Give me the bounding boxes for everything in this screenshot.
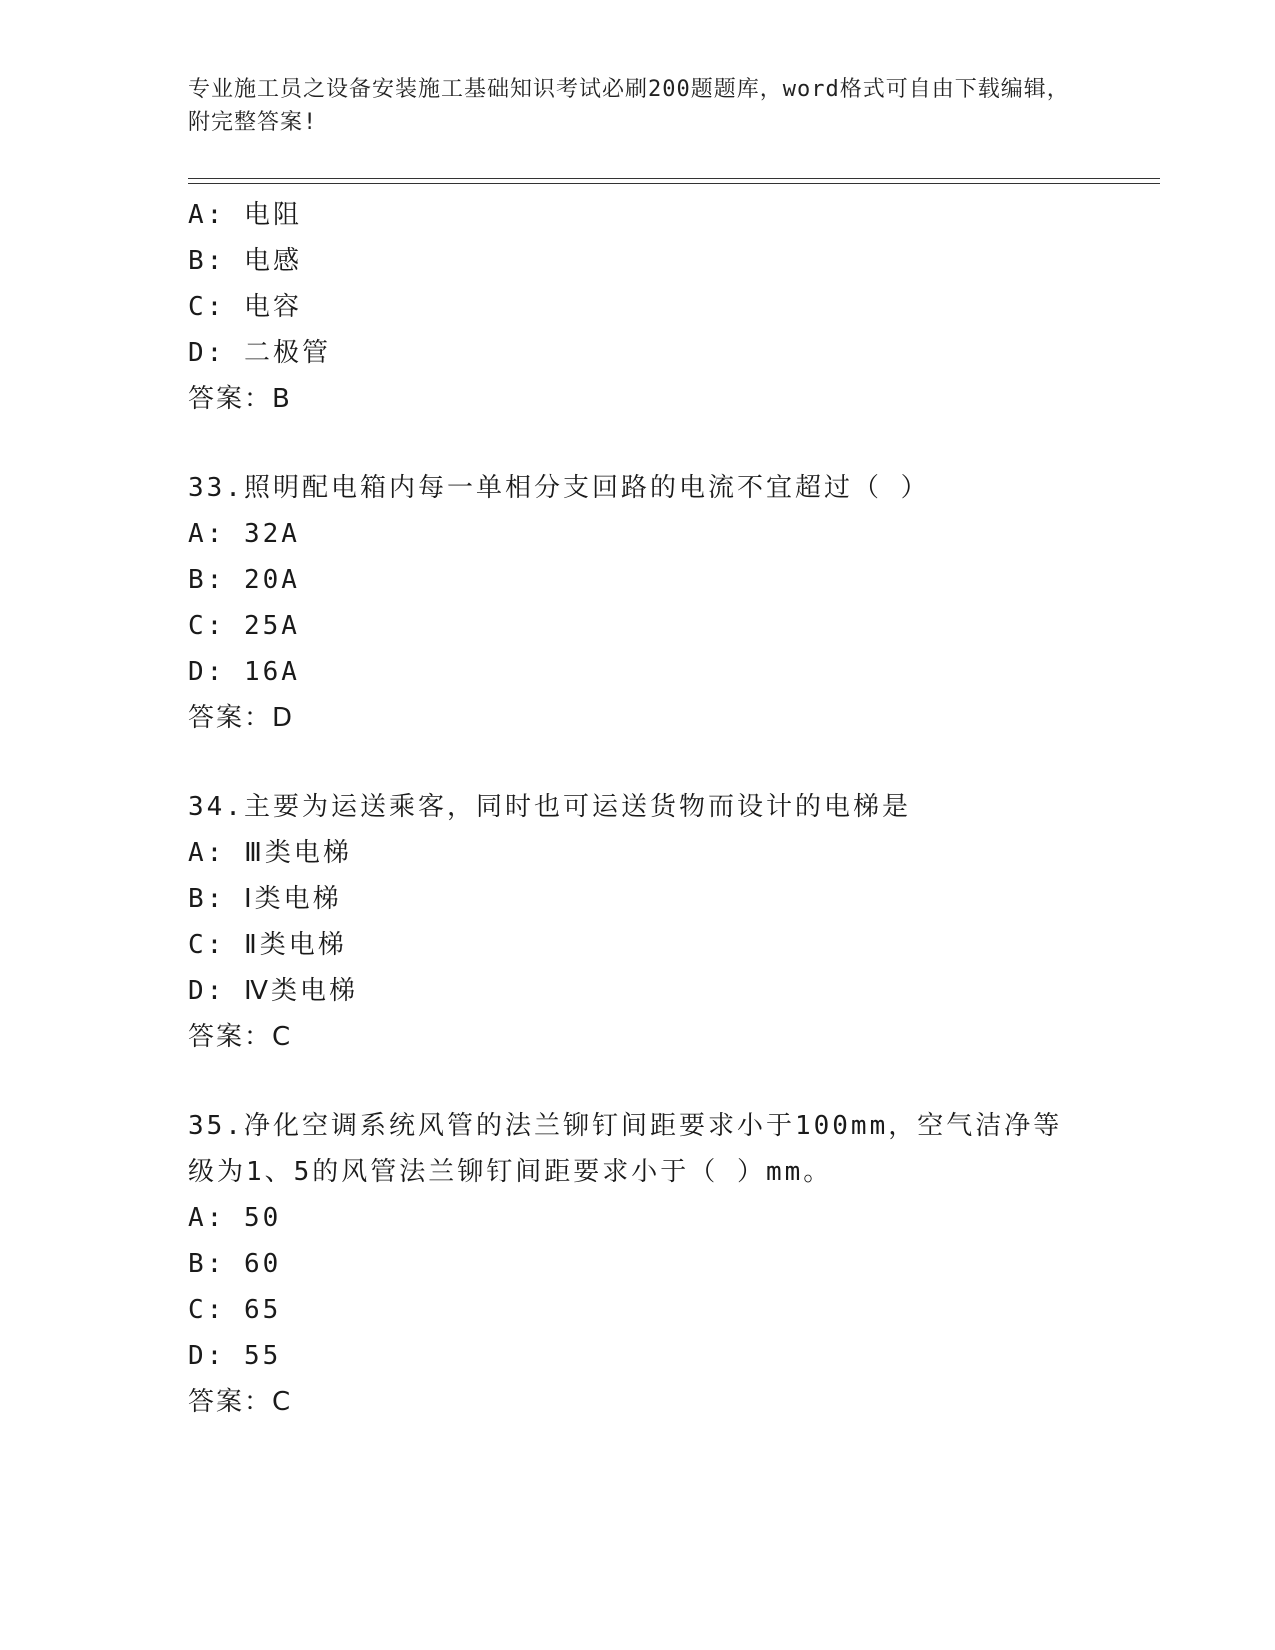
question-text: 35.净化空调系统风管的法兰铆钉间距要求小于100mm，空气洁净等级为1、5的风管法兰铆钉间距要求小于（ ）mm。 bbox=[188, 1111, 1063, 1187]
document-header: 专业施工员之设备安装施工基础知识考试必刷200题题库，word格式可自由下载编辑，附完整答案! bbox=[188, 77, 1070, 135]
option-d: D: Ⅳ类电梯 bbox=[188, 976, 358, 1006]
option-b: B: 60 bbox=[188, 1249, 282, 1279]
option-c: C: 65 bbox=[188, 1295, 282, 1325]
question-list bbox=[188, 192, 1088, 1425]
option-c: C: Ⅱ类电梯 bbox=[188, 930, 347, 960]
option-d: D: 二极管 bbox=[188, 338, 331, 368]
spacer bbox=[188, 741, 1088, 784]
option-c: C: 电容 bbox=[188, 292, 302, 322]
option-b: B: 20A bbox=[188, 565, 300, 595]
answer-line: 答案：C bbox=[188, 1022, 293, 1052]
option-a: A: 电阻 bbox=[188, 200, 302, 230]
option-a: A: 32A bbox=[188, 519, 300, 549]
option-a: A: Ⅲ类电梯 bbox=[188, 838, 352, 868]
question-text: 34.主要为运送乘客，同时也可运送货物而设计的电梯是 bbox=[188, 792, 911, 822]
option-a: A: 50 bbox=[188, 1203, 282, 1233]
header-divider-bottom bbox=[188, 183, 1160, 184]
header-divider-top bbox=[188, 178, 1160, 179]
option-b: B: Ⅰ类电梯 bbox=[188, 884, 342, 914]
question-35 bbox=[188, 1103, 1088, 1425]
question-34 bbox=[188, 784, 1088, 1060]
question-32 bbox=[188, 192, 1088, 422]
answer-line: 答案：B bbox=[188, 384, 292, 414]
spacer bbox=[188, 1060, 1088, 1103]
option-b: B: 电感 bbox=[188, 246, 302, 276]
question-text: 33.照明配电箱内每一单相分支回路的电流不宜超过（ ） bbox=[188, 473, 930, 503]
question-33 bbox=[188, 465, 1088, 741]
answer-line: 答案：D bbox=[188, 703, 295, 733]
option-d: D: 55 bbox=[188, 1341, 282, 1371]
answer-line: 答案：C bbox=[188, 1387, 293, 1417]
option-d: D: 16A bbox=[188, 657, 300, 687]
spacer bbox=[188, 422, 1088, 465]
option-c: C: 25A bbox=[188, 611, 300, 641]
